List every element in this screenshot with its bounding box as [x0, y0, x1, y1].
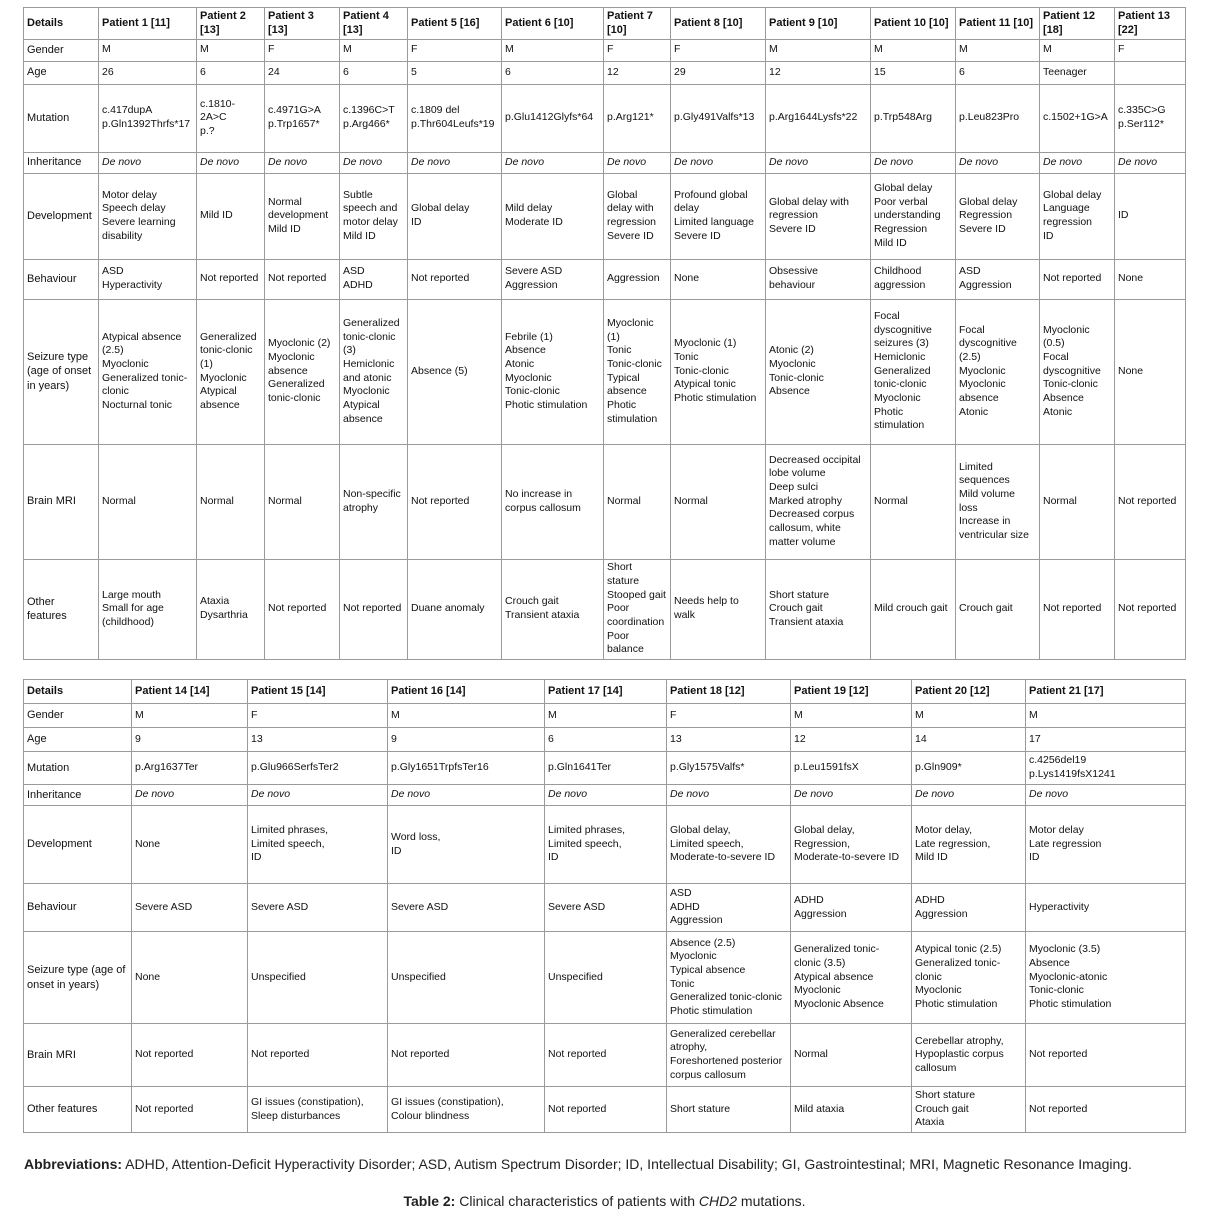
table-cell: Myoclonic (1) Tonic Tonic-clonic Typical absence Photic stimulation — [604, 299, 671, 444]
table-cell: p.Gln909* — [912, 752, 1026, 785]
table-cell: ID — [1115, 173, 1186, 259]
table-cell: M — [388, 704, 545, 728]
table-cell: 9 — [388, 728, 545, 752]
table-cell: M — [132, 704, 248, 728]
table-cell: De novo — [545, 785, 667, 806]
table-cell: Word loss, ID — [388, 806, 545, 884]
table-header-row — [24, 8, 1186, 40]
table-cell: Atonic (2) Myoclonic Tonic-clonic Absence — [766, 299, 871, 444]
table-cell: Aggression — [604, 259, 671, 299]
table-cell: Generalized tonic- clonic (3.5) Atypical absence Myoclonic Myoclonic Absence — [791, 932, 912, 1024]
table-cell: c.1810- 2A>C p.? — [197, 84, 265, 152]
table-cell: Motor delay, Late regression, Mild ID — [912, 806, 1026, 884]
table-cell: Global delay with regression Severe ID — [766, 173, 871, 259]
table-row — [24, 752, 1186, 785]
table-cell: Normal — [871, 444, 956, 559]
table-cell: Not reported — [265, 259, 340, 299]
row-label: Gender — [24, 39, 99, 61]
table-cell: F — [671, 39, 766, 61]
table-cell: Severe ASD — [132, 884, 248, 932]
table-cell: M — [197, 39, 265, 61]
column-header-patient: Patient 13 [22] — [1115, 8, 1186, 40]
row-label: Brain MRI — [24, 1024, 132, 1087]
table-cell: M — [545, 704, 667, 728]
row-label: Age — [24, 728, 132, 752]
row-label: Other features — [24, 559, 99, 659]
table-cell: Short stature — [667, 1087, 791, 1133]
table-cell: None — [132, 932, 248, 1024]
table-header-row — [24, 680, 1186, 704]
table-row — [24, 1087, 1186, 1133]
row-label: Mutation — [24, 84, 99, 152]
column-header-patient: Patient 17 [14] — [545, 680, 667, 704]
table-cell: c.4256del19 p.Lys1419fsX1241 — [1026, 752, 1186, 785]
row-label: Inheritance — [24, 785, 132, 806]
table-cell: Global delay with regression Severe ID — [604, 173, 671, 259]
table-row — [24, 559, 1186, 659]
table-cell: 24 — [265, 61, 340, 84]
row-label: Gender — [24, 704, 132, 728]
table-cell: Generalized tonic-clonic (1) Myoclonic Atypical absence — [197, 299, 265, 444]
table-cell: Febrile (1) Absence Atonic Myoclonic Tonic-clonic Photic stimulation — [502, 299, 604, 444]
table-cell: p.Glu1412Glyfs*64 — [502, 84, 604, 152]
table-cell: Global delay Regression Severe ID — [956, 173, 1040, 259]
table-cell: De novo — [502, 152, 604, 173]
table-cell: Not reported — [408, 259, 502, 299]
table-cell: c.1809 del p.Thr604Leufs*19 — [408, 84, 502, 152]
table-cell: Focal dyscognitive seizures (3) Hemiclonic Generalized tonic-clonic Myoclonic Photic stimulation — [871, 299, 956, 444]
table-cell: De novo — [248, 785, 388, 806]
table-row — [24, 785, 1186, 806]
clinical-table-part-2 — [23, 679, 1186, 1133]
row-label: Brain MRI — [24, 444, 99, 559]
column-header-patient: Patient 21 [17] — [1026, 680, 1186, 704]
table-cell: Severe ASD — [388, 884, 545, 932]
column-header-patient: Patient 3 [13] — [265, 8, 340, 40]
table-cell: Atypical absence (2.5) Myoclonic Generalized tonic- clonic Nocturnal tonic — [99, 299, 197, 444]
table-cell: None — [1115, 299, 1186, 444]
table-cell: ASD Aggression — [956, 259, 1040, 299]
table-cell — [1115, 61, 1186, 84]
table-cell: M — [912, 704, 1026, 728]
table-cell: M — [502, 39, 604, 61]
table-cell: p.Gln1641Ter — [545, 752, 667, 785]
table-cell: ASD ADHD — [340, 259, 408, 299]
table-cell: Unspecified — [388, 932, 545, 1024]
table-cell: De novo — [1115, 152, 1186, 173]
table-cell: Unspecified — [545, 932, 667, 1024]
row-label: Age — [24, 61, 99, 84]
table-cell: 17 — [1026, 728, 1186, 752]
row-label: Development — [24, 806, 132, 884]
table-cell: Generalized tonic-clonic (3) Hemiclonic and atonic Myoclonic Atypical absence — [340, 299, 408, 444]
table-row — [24, 152, 1186, 173]
table-cell: Normal — [197, 444, 265, 559]
column-header-patient: Patient 19 [12] — [791, 680, 912, 704]
table-row — [24, 444, 1186, 559]
table-cell: M — [791, 704, 912, 728]
table-cell: M — [1026, 704, 1186, 728]
table-cell: Needs help to walk — [671, 559, 766, 659]
table-cell: Unspecified — [248, 932, 388, 1024]
table-cell: Motor delay Late regression ID — [1026, 806, 1186, 884]
table-cell: p.Glu966SerfsTer2 — [248, 752, 388, 785]
table-cell: Atypical tonic (2.5) Generalized tonic- clonic Myoclonic Photic stimulation — [912, 932, 1026, 1024]
column-header-patient: Patient 20 [12] — [912, 680, 1026, 704]
table-cell: Limited phrases, Limited speech, ID — [248, 806, 388, 884]
column-header-patient: Patient 11 [10] — [956, 8, 1040, 40]
table-cell: Crouch gait — [956, 559, 1040, 659]
table-cell: Mild delay Moderate ID — [502, 173, 604, 259]
abbreviations-label: Abbreviations: — [24, 1156, 123, 1172]
table-cell: Focal dyscognitive (2.5) Myoclonic Myoclonic absence Atonic — [956, 299, 1040, 444]
table-cell: F — [604, 39, 671, 61]
table-cell: Limited sequences Mild volume loss Increase in ventricular size — [956, 444, 1040, 559]
table-cell: Not reported — [340, 559, 408, 659]
table-cell: Normal — [604, 444, 671, 559]
table-cell: Normal — [265, 444, 340, 559]
table-cell: De novo — [132, 785, 248, 806]
table-cell: Not reported — [408, 444, 502, 559]
table-cell: 6 — [956, 61, 1040, 84]
table-cell: Not reported — [132, 1087, 248, 1133]
row-label: Seizure type (age of onset in years) — [24, 932, 132, 1024]
clinical-table-part-1 — [23, 7, 1186, 660]
table-cell: Normal — [99, 444, 197, 559]
row-label: Mutation — [24, 752, 132, 785]
table-cell: De novo — [1026, 785, 1186, 806]
column-header-patient: Patient 8 [10] — [671, 8, 766, 40]
table-row — [24, 884, 1186, 932]
table-cell: ASD ADHD Aggression — [667, 884, 791, 932]
table-cell: GI issues (constipation), Colour blindness — [388, 1087, 545, 1133]
table-cell: Mild crouch gait — [871, 559, 956, 659]
column-header-patient: Patient 14 [14] — [132, 680, 248, 704]
table-cell: Absence (2.5) Myoclonic Typical absence Tonic Generalized tonic-clonic Photic stimulation — [667, 932, 791, 1024]
column-header-patient: Patient 1 [11] — [99, 8, 197, 40]
table-cell: Global delay ID — [408, 173, 502, 259]
table-row — [24, 299, 1186, 444]
table-row — [24, 932, 1186, 1024]
table-cell: Cerebellar atrophy, Hypoplastic corpus callosum — [912, 1024, 1026, 1087]
column-header-details: Details — [24, 680, 132, 704]
table-cell: Obsessive behaviour — [766, 259, 871, 299]
table-cell: Myoclonic (3.5) Absence Myoclonic-atonic Tonic-clonic Photic stimulation — [1026, 932, 1186, 1024]
table-cell: Duane anomaly — [408, 559, 502, 659]
table-cell: De novo — [671, 152, 766, 173]
table-cell: Large mouth Small for age (childhood) — [99, 559, 197, 659]
table-cell: None — [132, 806, 248, 884]
table-cell: Severe ASD Aggression — [502, 259, 604, 299]
table-cell: Subtle speech and motor delay Mild ID — [340, 173, 408, 259]
table-cell: ASD Hyperactivity — [99, 259, 197, 299]
table-cell: De novo — [197, 152, 265, 173]
table-cell: p.Gly491Valfs*13 — [671, 84, 766, 152]
table-cell: Normal — [671, 444, 766, 559]
row-label: Development — [24, 173, 99, 259]
table-cell: Not reported — [1115, 444, 1186, 559]
table-cell: De novo — [604, 152, 671, 173]
table-cell: c.1502+1G>A — [1040, 84, 1115, 152]
table-cell: Not reported — [132, 1024, 248, 1087]
table-cell: 6 — [545, 728, 667, 752]
table-cell: c.417dupA p.Gln1392Thrfs*17 — [99, 84, 197, 152]
table-cell: De novo — [766, 152, 871, 173]
column-header-patient: Patient 9 [10] — [766, 8, 871, 40]
table-cell: p.Arg1637Ter — [132, 752, 248, 785]
row-label: Inheritance — [24, 152, 99, 173]
table-row — [24, 728, 1186, 752]
table-cell: 9 — [132, 728, 248, 752]
table-cell: 6 — [340, 61, 408, 84]
table-row — [24, 173, 1186, 259]
table-cell: 13 — [667, 728, 791, 752]
caption-gene: CHD2 — [698, 1193, 738, 1209]
column-header-patient: Patient 16 [14] — [388, 680, 545, 704]
column-header-patient: Patient 2 [13] — [197, 8, 265, 40]
table-cell: p.Gly1651TrpfsTer16 — [388, 752, 545, 785]
table-caption — [0, 1193, 1209, 1209]
table-cell: ADHD Aggression — [791, 884, 912, 932]
table-cell: De novo — [408, 152, 502, 173]
table-cell: Myoclonic (1) Tonic Tonic-clonic Atypical tonic Photic stimulation — [671, 299, 766, 444]
table-row — [24, 61, 1186, 84]
table-cell: None — [1115, 259, 1186, 299]
table-cell: Global delay, Regression, Moderate-to-severe ID — [791, 806, 912, 884]
table-cell: Not reported — [545, 1024, 667, 1087]
table-cell: Mild ataxia — [791, 1087, 912, 1133]
table-cell: Normal — [791, 1024, 912, 1087]
table-row — [24, 39, 1186, 61]
table-cell: 12 — [791, 728, 912, 752]
table-cell: c.1396C>T p.Arg466* — [340, 84, 408, 152]
column-header-details: Details — [24, 8, 99, 40]
table-cell: Short stature Crouch gait Ataxia — [912, 1087, 1026, 1133]
table-cell: 6 — [197, 61, 265, 84]
column-header-patient: Patient 15 [14] — [248, 680, 388, 704]
table-cell: De novo — [340, 152, 408, 173]
table-cell: Short stature Crouch gait Transient ataxia — [766, 559, 871, 659]
table-cell: Childhood aggression — [871, 259, 956, 299]
table-cell: Absence (5) — [408, 299, 502, 444]
table-cell: 5 — [408, 61, 502, 84]
table-cell: Not reported — [1040, 259, 1115, 299]
column-header-patient: Patient 12 [18] — [1040, 8, 1115, 40]
table-cell: 26 — [99, 61, 197, 84]
table-cell: 15 — [871, 61, 956, 84]
table-cell: De novo — [871, 152, 956, 173]
table-cell: Not reported — [1115, 559, 1186, 659]
caption-text: Clinical characteristics of patients with — [455, 1193, 699, 1209]
table-cell: De novo — [956, 152, 1040, 173]
table-cell: Generalized cerebellar atrophy, Foreshortened posterior corpus callosum — [667, 1024, 791, 1087]
table-cell: None — [671, 259, 766, 299]
table-cell: p.Leu1591fsX — [791, 752, 912, 785]
column-header-patient: Patient 4 [13] — [340, 8, 408, 40]
table-cell: p.Trp548Arg — [871, 84, 956, 152]
table-row — [24, 84, 1186, 152]
column-header-patient: Patient 5 [16] — [408, 8, 502, 40]
table-cell: M — [871, 39, 956, 61]
table-cell: M — [340, 39, 408, 61]
table-cell: No increase in corpus callosum — [502, 444, 604, 559]
table-cell: Normal development Mild ID — [265, 173, 340, 259]
abbreviations-note — [24, 1155, 1189, 1174]
table-cell: De novo — [388, 785, 545, 806]
table-cell: Severe ASD — [545, 884, 667, 932]
table-cell: Ataxia Dysarthria — [197, 559, 265, 659]
table-cell: p.Gly1575Valfs* — [667, 752, 791, 785]
table-cell: De novo — [912, 785, 1026, 806]
column-header-patient: Patient 18 [12] — [667, 680, 791, 704]
table-cell: De novo — [265, 152, 340, 173]
table-cell: 6 — [502, 61, 604, 84]
column-header-patient: Patient 7 [10] — [604, 8, 671, 40]
table-cell: p.Arg1644Lysfs*22 — [766, 84, 871, 152]
table-cell: Global delay Poor verbal understanding Regression Mild ID — [871, 173, 956, 259]
table-cell: Decreased occipital lobe volume Deep sulci Marked atrophy Decreased corpus callosum, white matter volume — [766, 444, 871, 559]
table-cell: Profound global delay Limited language Severe ID — [671, 173, 766, 259]
table-cell: c.4971G>A p.Trp1657* — [265, 84, 340, 152]
caption-text-end: mutations. — [737, 1193, 806, 1209]
table-cell: Myoclonic (2) Myoclonic absence Generalized tonic-clonic — [265, 299, 340, 444]
table-cell: ADHD Aggression — [912, 884, 1026, 932]
table-cell: M — [766, 39, 871, 61]
table-cell: Not reported — [1026, 1087, 1186, 1133]
table-cell: Not reported — [1026, 1024, 1186, 1087]
abbreviations-text: ADHD, Attention-Deficit Hyperactivity Disorder; ASD, Autism Spectrum Disorder; ID, Intellectual Disability; GI, Gastrointestinal; MRI, Magnetic Resonance Imaging. — [122, 1156, 1132, 1172]
table-cell: 12 — [604, 61, 671, 84]
table-cell: Not reported — [388, 1024, 545, 1087]
table-cell: 14 — [912, 728, 1026, 752]
table-cell: Global delay Language regression ID — [1040, 173, 1115, 259]
row-label: Seizure type (age of onset in years) — [24, 299, 99, 444]
table-cell: F — [1115, 39, 1186, 61]
table-cell: Short stature Stooped gait Poor coordination Poor balance — [604, 559, 671, 659]
table-cell: Not reported — [248, 1024, 388, 1087]
table-cell: De novo — [667, 785, 791, 806]
table-cell: c.335C>G p.Ser112* — [1115, 84, 1186, 152]
table-cell: 12 — [766, 61, 871, 84]
table-cell: De novo — [791, 785, 912, 806]
table-cell: Hyperactivity — [1026, 884, 1186, 932]
table-cell: Not reported — [265, 559, 340, 659]
table-cell: GI issues (constipation), Sleep disturbances — [248, 1087, 388, 1133]
table-cell: F — [248, 704, 388, 728]
row-label: Behaviour — [24, 259, 99, 299]
table-cell: Motor delay Speech delay Severe learning disability — [99, 173, 197, 259]
table-cell: De novo — [1040, 152, 1115, 173]
row-label: Other features — [24, 1087, 132, 1133]
table-cell: F — [408, 39, 502, 61]
table-cell: 13 — [248, 728, 388, 752]
table-cell: Teenager — [1040, 61, 1115, 84]
table-cell: De novo — [99, 152, 197, 173]
table-cell: Crouch gait Transient ataxia — [502, 559, 604, 659]
row-label: Behaviour — [24, 884, 132, 932]
table-cell: Myoclonic (0.5) Focal dyscognitive Tonic-clonic Absence Atonic — [1040, 299, 1115, 444]
table-cell: Non-specific atrophy — [340, 444, 408, 559]
table-cell: Not reported — [545, 1087, 667, 1133]
table-row — [24, 806, 1186, 884]
table-row — [24, 704, 1186, 728]
table-cell: M — [956, 39, 1040, 61]
table-cell: M — [99, 39, 197, 61]
column-header-patient: Patient 10 [10] — [871, 8, 956, 40]
table-cell: Mild ID — [197, 173, 265, 259]
table-cell: M — [1040, 39, 1115, 61]
table-cell: p.Leu823Pro — [956, 84, 1040, 152]
table-cell: Global delay, Limited speech, Moderate-to-severe ID — [667, 806, 791, 884]
table-cell: Limited phrases, Limited speech, ID — [545, 806, 667, 884]
table-cell: Severe ASD — [248, 884, 388, 932]
caption-label: Table 2: — [403, 1193, 456, 1209]
table-cell: Not reported — [197, 259, 265, 299]
table-cell: p.Arg121* — [604, 84, 671, 152]
table-row — [24, 259, 1186, 299]
table-cell: Normal — [1040, 444, 1115, 559]
table-cell: F — [667, 704, 791, 728]
table-cell: F — [265, 39, 340, 61]
column-header-patient: Patient 6 [10] — [502, 8, 604, 40]
table-cell: Not reported — [1040, 559, 1115, 659]
table-cell: 29 — [671, 61, 766, 84]
table-row — [24, 1024, 1186, 1087]
